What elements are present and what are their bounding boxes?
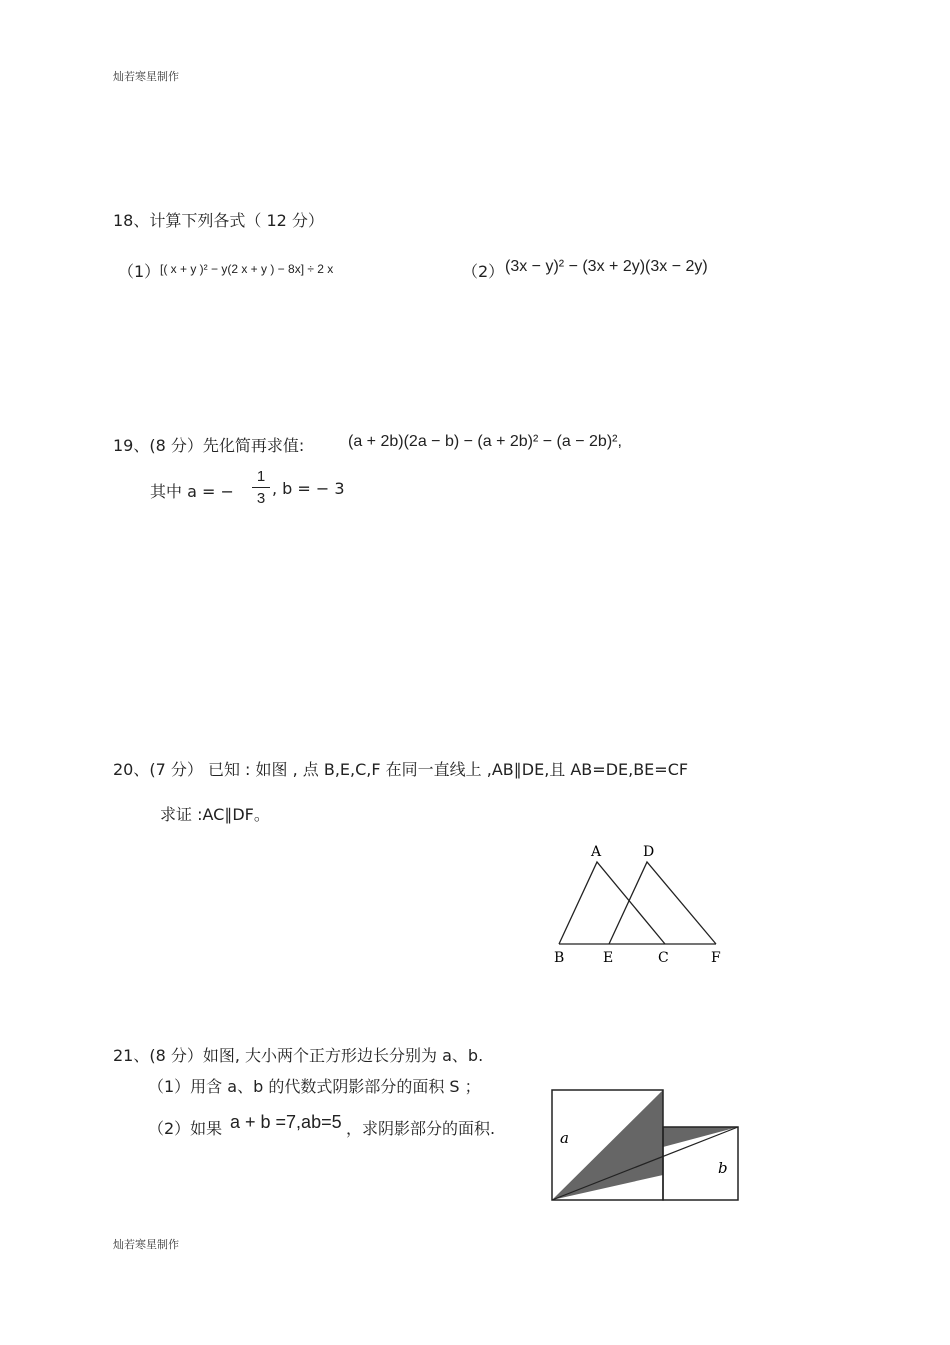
q21-part2-prefix: （2）如果 (148, 1119, 223, 1138)
q19-expression: (a + 2b)(2a − b) − (a + 2b)² − (a − 2b)², (348, 433, 622, 450)
triangle-DEF (609, 862, 716, 944)
shaded-triangle-small (663, 1127, 738, 1147)
q19-condition-prefix: 其中 a = − (150, 482, 234, 501)
label-C: C (658, 950, 669, 966)
q20-title: 20、(7 分） 已知 : 如图 , 点 B,E,C,F 在同一直线上 ,AB∥DE,且 AB=DE,BE=CF (113, 760, 689, 779)
q19-fraction (252, 468, 270, 507)
triangle-ABC (559, 862, 665, 944)
q21-part2-condition: a + b =7,ab=5 (230, 1112, 342, 1132)
label-B: B (554, 950, 565, 966)
label-b: b (718, 1159, 728, 1177)
q21-title: 21、(8 分）如图, 大小两个正方形边长分别为 a、b. (113, 1046, 484, 1065)
label-E: E (603, 950, 614, 966)
q21-part1: （1）用含 a、b 的代数式阴影部分的面积 S ； (148, 1077, 481, 1096)
label-F: F (711, 950, 721, 966)
footer-watermark: 灿若寒星制作 (113, 1238, 179, 1251)
q21-part2-suffix: ，求阴影部分的面积. (346, 1119, 496, 1138)
q18-part1-expression: [( x + y )² − y(2 x + y ) − 8x] ÷ 2 x (160, 262, 334, 276)
q19-condition-suffix: , b = − 3 (272, 479, 345, 498)
q19-fraction-denominator: 3 (256, 490, 266, 507)
q21-squares-figure (548, 1085, 743, 1205)
q20-triangle-figure (545, 838, 735, 968)
q19-title: 19、(8 分）先化简再求值: (113, 436, 305, 455)
q18-part2-label: （2） (462, 262, 505, 281)
q18-part2-expression: (3x − y)² − (3x + 2y)(3x − 2y) (505, 258, 708, 275)
label-a: a (560, 1129, 569, 1147)
q19-fraction-numerator: 1 (256, 468, 266, 485)
label-D: D (643, 844, 655, 860)
q20-prove: 求证 :AC∥DF。 (160, 805, 270, 824)
label-A: A (591, 844, 602, 860)
q18-part1-label: （1） (118, 262, 161, 281)
q18-title: 18、计算下列各式（ 12 分） (113, 211, 324, 230)
header-watermark: 灿若寒星制作 (113, 70, 179, 83)
q19-fraction-bar (252, 487, 270, 488)
